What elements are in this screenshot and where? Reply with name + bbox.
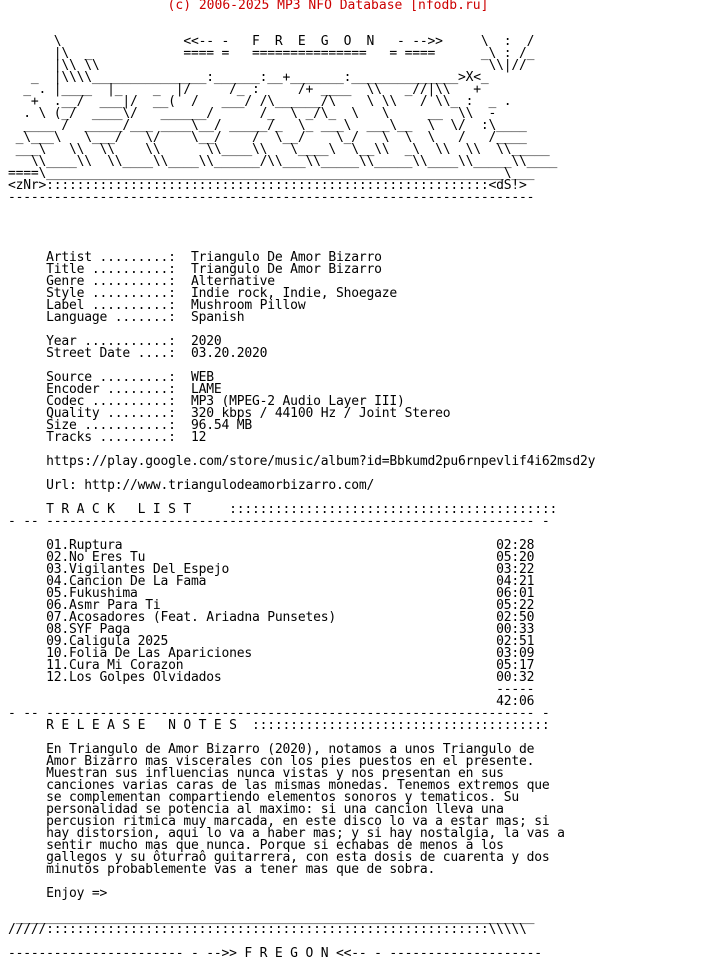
nfo-text-line bbox=[8, 936, 720, 948]
ascii-art-line: <zNr>::::::::::::::::::::::::::::::::::::::::::::::::::::::::::<dS!> bbox=[8, 178, 527, 193]
nfo-text-line: Size ...........: 96.54 MB bbox=[8, 418, 253, 433]
ascii-art-line: |\ _ ==== = =============== = ==== _\ : /_ bbox=[8, 46, 535, 61]
ascii-art-line: |\\ \\ \\|// bbox=[8, 58, 527, 73]
nfo-text-line: https://play.google.com/store/music/album?id=Bbkumd2pu6rnpevlif4i62msd2y bbox=[8, 454, 596, 469]
ascii-art-line: ___\ \\ \\ \\ \\____\\ \____\ \__\\ _\ \\ \\ \\_____ bbox=[8, 142, 550, 157]
nfo-text-line: - -- ---------------------------------------------------------------- - bbox=[8, 706, 550, 721]
nfo-text-line: Muestran sus influencias nunca vistas y nos presentan en sus bbox=[8, 766, 504, 781]
nfo-text-line bbox=[8, 876, 720, 888]
nfo-text-line: Quality ........: 320 kbps / 44100 Hz / Joint Stereo bbox=[8, 406, 451, 421]
ascii-art-line: ====\____________________________________________________________\___ bbox=[8, 166, 535, 181]
nfo-text-line: gallegos y su ôturraô guitarrera, con esta dosis de cuarenta y dos bbox=[8, 850, 550, 865]
release-info bbox=[8, 228, 720, 960]
nfo-text-line: 04.Cancion De La Fama 04:21 bbox=[8, 574, 535, 589]
nfo-text-line: se complementan compartiendo elementos sonoros y tematicos. Su bbox=[8, 790, 519, 805]
nfo-text-line: 03.Vigilantes Del Espejo 03:22 bbox=[8, 562, 535, 577]
nfo-text-line: Street Date ....: 03.20.2020 bbox=[8, 346, 268, 361]
nfodb-header[interactable]: (c) 2006-2025 MP3 NFO Database [nfodb.ru] bbox=[167, 0, 489, 13]
nfo-text-line: 08.SYF Paga 00:33 bbox=[8, 622, 535, 637]
nfo-text-line: 06.Asmr Para Ti 05:22 bbox=[8, 598, 535, 613]
nfo-text-line: - -- ---------------------------------------------------------------- - bbox=[8, 514, 550, 529]
ascii-art-line: _\___\ \___/ \/ \__/ / \__/ \_/ \ \ \ / /____ bbox=[8, 130, 527, 145]
nfo-text-line: Tracks .........: 12 bbox=[8, 430, 207, 445]
ascii-art-line: \ <<-- - F R E G O N - -->> \ : / bbox=[8, 34, 535, 49]
nfo-text-line: personalidad se potencia al maximo: si una cancion lleva una bbox=[8, 802, 504, 817]
nfo-text-line: ____________________________________________________________________ bbox=[8, 910, 535, 925]
nfo-text-line: sentir mucho mas que nunca. Porque si echabas de menos a los bbox=[8, 838, 504, 853]
nfo-text-line: Codec ..........: MP3 (MPEG-2 Audio Layer III) bbox=[8, 394, 405, 409]
nfo-text-line: 07.Acosadores (Feat. Ariadna Punsetes) 02:50 bbox=[8, 610, 535, 625]
nfo-text-line: T R A C K L I S T ::::::::::::::::::::::::::::::::::::::::::: bbox=[8, 502, 558, 517]
ascii-art-logo bbox=[8, 36, 720, 204]
nfo-text-line: percusion ritmica muy marcada, en este disco lo va a estar mas; si bbox=[8, 814, 550, 829]
nfo-text-line: /////::::::::::::::::::::::::::::::::::::::::::::::::::::::::::\\\\\ bbox=[8, 922, 527, 937]
nfo-text-line: Encoder ........: LAME bbox=[8, 382, 222, 397]
nfo-text-line: 12.Los Golpes Olvidados 00:32 bbox=[8, 670, 535, 685]
nfo-text-line: hay distorsion, aqui lo va a haber mas; y si hay nostalgia, la vas a bbox=[8, 826, 565, 841]
ascii-art-line: _ |\\\\_______________:______:__+_______:______________>X<_ bbox=[8, 70, 489, 85]
nfo-text-line: 05.Fukushima 06:01 bbox=[8, 586, 535, 601]
nfo-text-line: 02.No Eres Tu 05:20 bbox=[8, 550, 535, 565]
nfo-text-line: ----------------------- - -->> F R E G O N <<-- - -------------------- bbox=[8, 946, 542, 961]
ascii-art-line: --------------------------------------------------------------------- bbox=[8, 190, 535, 205]
nfo-text-line: Url: http://www.triangulodeamorbizarro.com/ bbox=[8, 478, 375, 493]
nfo-text-line: ----- bbox=[8, 682, 535, 697]
ascii-art-line: ____ / _____/___ ____\__/ _____/_ \_ ___\ ___\__ \ \/ :\____ bbox=[8, 118, 527, 133]
nfo-text-line: Language .......: Spanish bbox=[8, 310, 245, 325]
nfo-text-line: Artist .........: Triangulo De Amor Bizarro bbox=[8, 250, 382, 265]
nfo-document bbox=[0, 12, 720, 972]
nfo-text-line: Style ..........: Indie rock, Indie, Shoegaze bbox=[8, 286, 397, 301]
nfo-text-line bbox=[8, 228, 720, 240]
nfo-text-line: 01.Ruptura 02:28 bbox=[8, 538, 535, 553]
ascii-art-line: \\____\\ \\____\\____\\______/\\___\\_____\\_____\\____\\_____\\____ bbox=[8, 154, 558, 169]
nfo-text-line: 11.Cura Mi Corazon 05:17 bbox=[8, 658, 535, 673]
nfo-text-line: 42:06 bbox=[8, 694, 535, 709]
nfo-text-line: En Triangulo de Amor Bizarro (2020), notamos a unos Triangulo de bbox=[8, 742, 535, 757]
nfo-text-line: Title ..........: Triangulo De Amor Bizarro bbox=[8, 262, 382, 277]
nfo-text-line: Year ...........: 2020 bbox=[8, 334, 222, 349]
ascii-art-line: + .__/ ___|/ __( / ___/ /\______/\ \ \\ / \\_ : _ . bbox=[8, 94, 512, 109]
nfo-text-line: Enjoy => bbox=[8, 886, 108, 901]
ascii-art-line: _ . |____ |_ _ |/ /_ : /+ ____ \\ _//|\\ + bbox=[8, 82, 481, 97]
nfo-text-line: Amor Bizarro mas viscerales con los pies puestos en el presente. bbox=[8, 754, 535, 769]
nfo-text-line: 09.Caligula 2025 02:51 bbox=[8, 634, 535, 649]
ascii-art-line: . \ (_/ ____\/ ______/ /_ \ _/\_ \ \ __ \\ - bbox=[8, 106, 497, 121]
nfo-text-line: canciones varias caras de las mismas monedas. Tenemos extremos que bbox=[8, 778, 550, 793]
nfo-text-line: Label ..........: Mushroom Pillow bbox=[8, 298, 306, 313]
nfo-text-line: Genre ..........: Alternative bbox=[8, 274, 275, 289]
nfo-text-line: minutos probablemente vas a tener mas que de sobra. bbox=[8, 862, 436, 877]
nfo-text-line: 10.Folia De Las Apariciones 03:09 bbox=[8, 646, 535, 661]
nfo-text-line: R E L E A S E N O T E S ::::::::::::::::::::::::::::::::::::::: bbox=[8, 718, 550, 733]
nfo-text-line: Source .........: WEB bbox=[8, 370, 214, 385]
